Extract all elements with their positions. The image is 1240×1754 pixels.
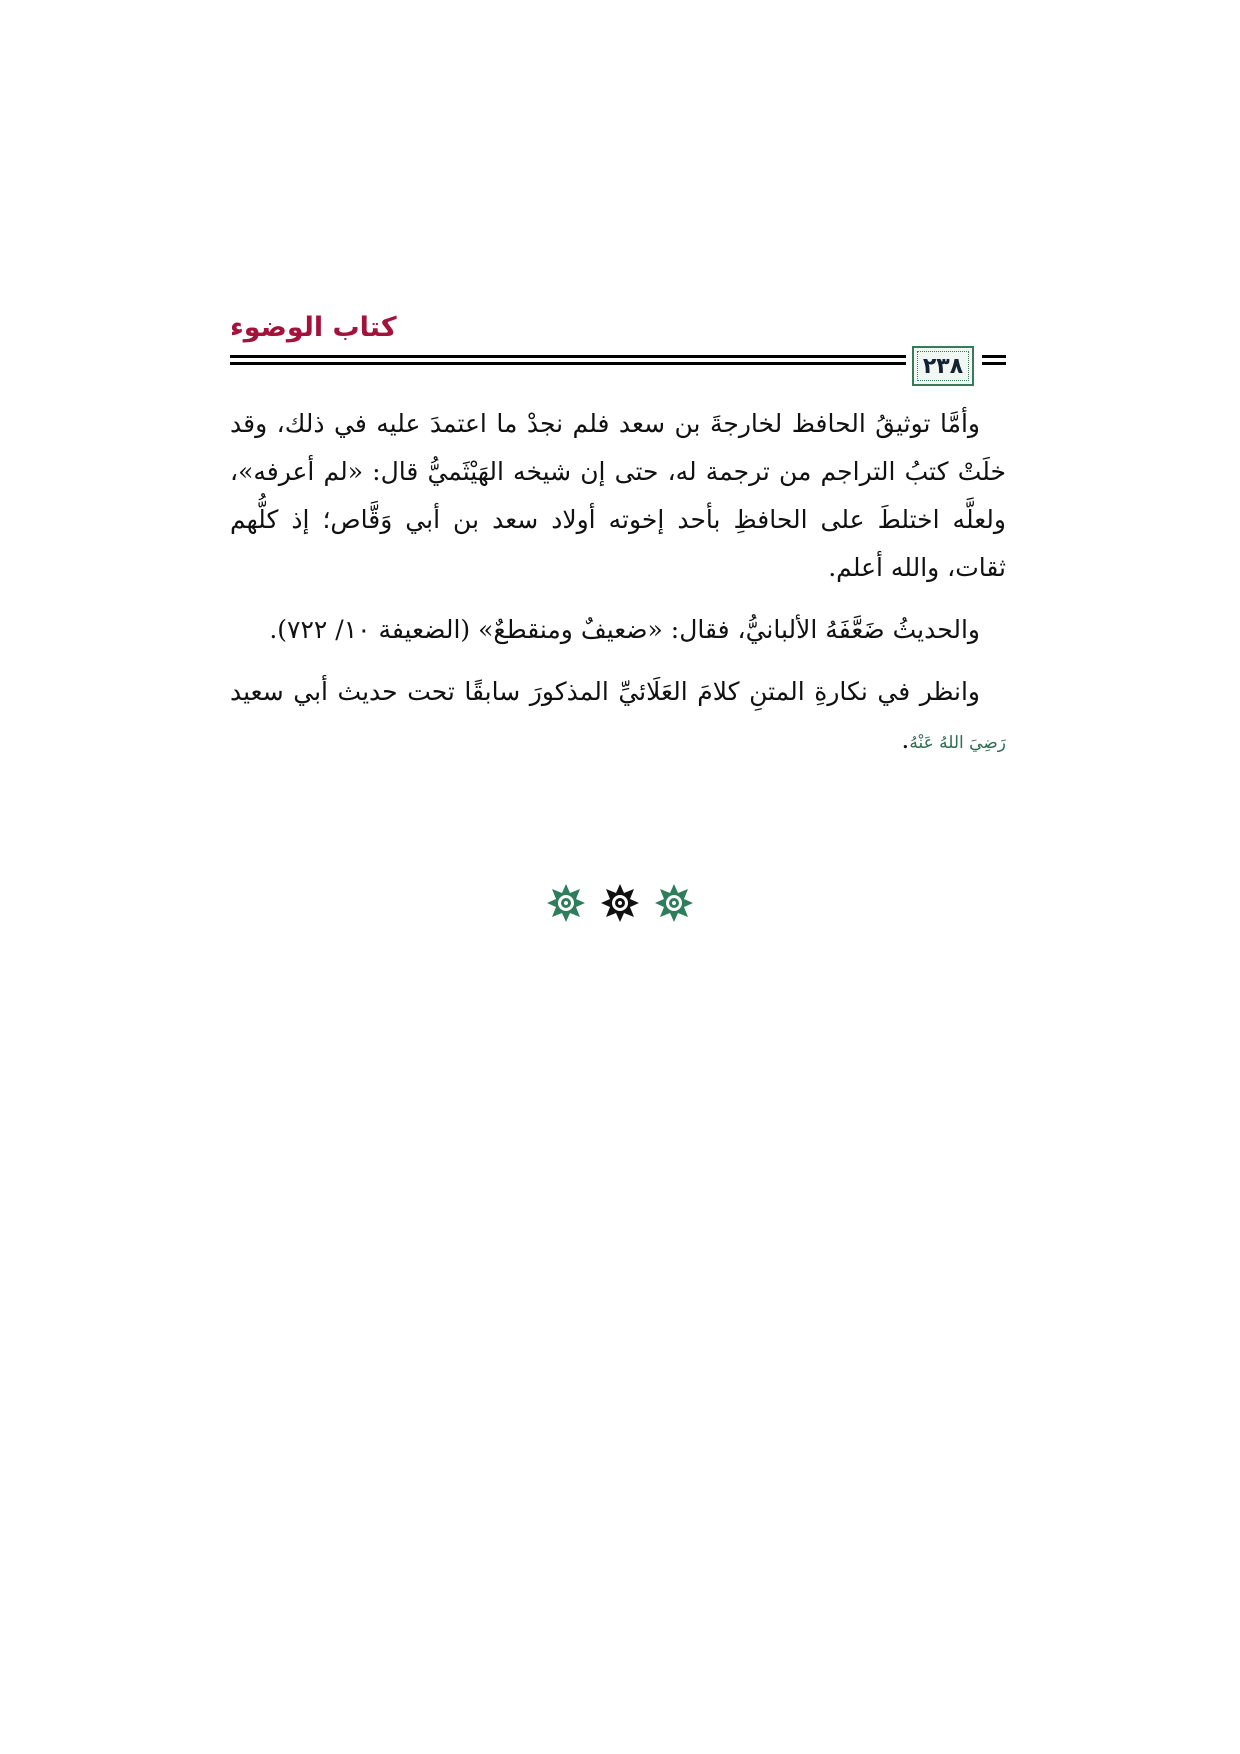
header-rule-right-bottom	[982, 362, 1006, 365]
header-rule-top	[230, 355, 906, 358]
page-number-badge	[912, 346, 974, 386]
page-number: ٢٣٨	[922, 353, 964, 379]
book-title: كتاب الوضوء	[230, 312, 397, 343]
paragraph-3	[230, 668, 1006, 767]
page-header	[230, 308, 1006, 388]
header-rule-bottom	[230, 362, 906, 365]
paragraph-2: والحديثُ ضَعَّفَهُ الألبانيُّ، فقال: «ضعيفٌ ومنقطعٌ» (الضعيفة ١٠/ ٧٢٢).	[269, 615, 980, 644]
black-star-ornament-icon	[600, 883, 640, 923]
green-star-ornament-icon	[546, 883, 586, 923]
main-text	[230, 400, 1006, 781]
end-punctuation: .	[901, 725, 910, 754]
header-rule-right-top	[982, 355, 1006, 358]
honorific-glyph: رَضِيَ اللهُ عَنْهُ	[909, 733, 1006, 753]
paragraph-1: وأمَّا توثيقُ الحافظ لخارجةَ بن سعد فلم نجدْ ما اعتمدَ عليه في ذلك، وقد خلَتْ كتبُ التراجم من ترجمة له، حتى إن شيخه الهَيْثَميُّ قال: «لم أعرفه»، ولعلَّه اختلطَ على الحافظِ بأحد إخوته أولاد سعد بن أبي وَقَّاص؛ إذ كلُّهم ثقات، والله أعلم.	[230, 409, 1006, 582]
section-end-ornament	[520, 878, 720, 928]
paragraph-3-text: وانظر في نكارةِ المتنِ كلامَ العَلَائيِّ المذكورَ سابقًا تحت حديث أبي سعيد	[230, 677, 980, 706]
green-star-ornament-icon	[654, 883, 694, 923]
